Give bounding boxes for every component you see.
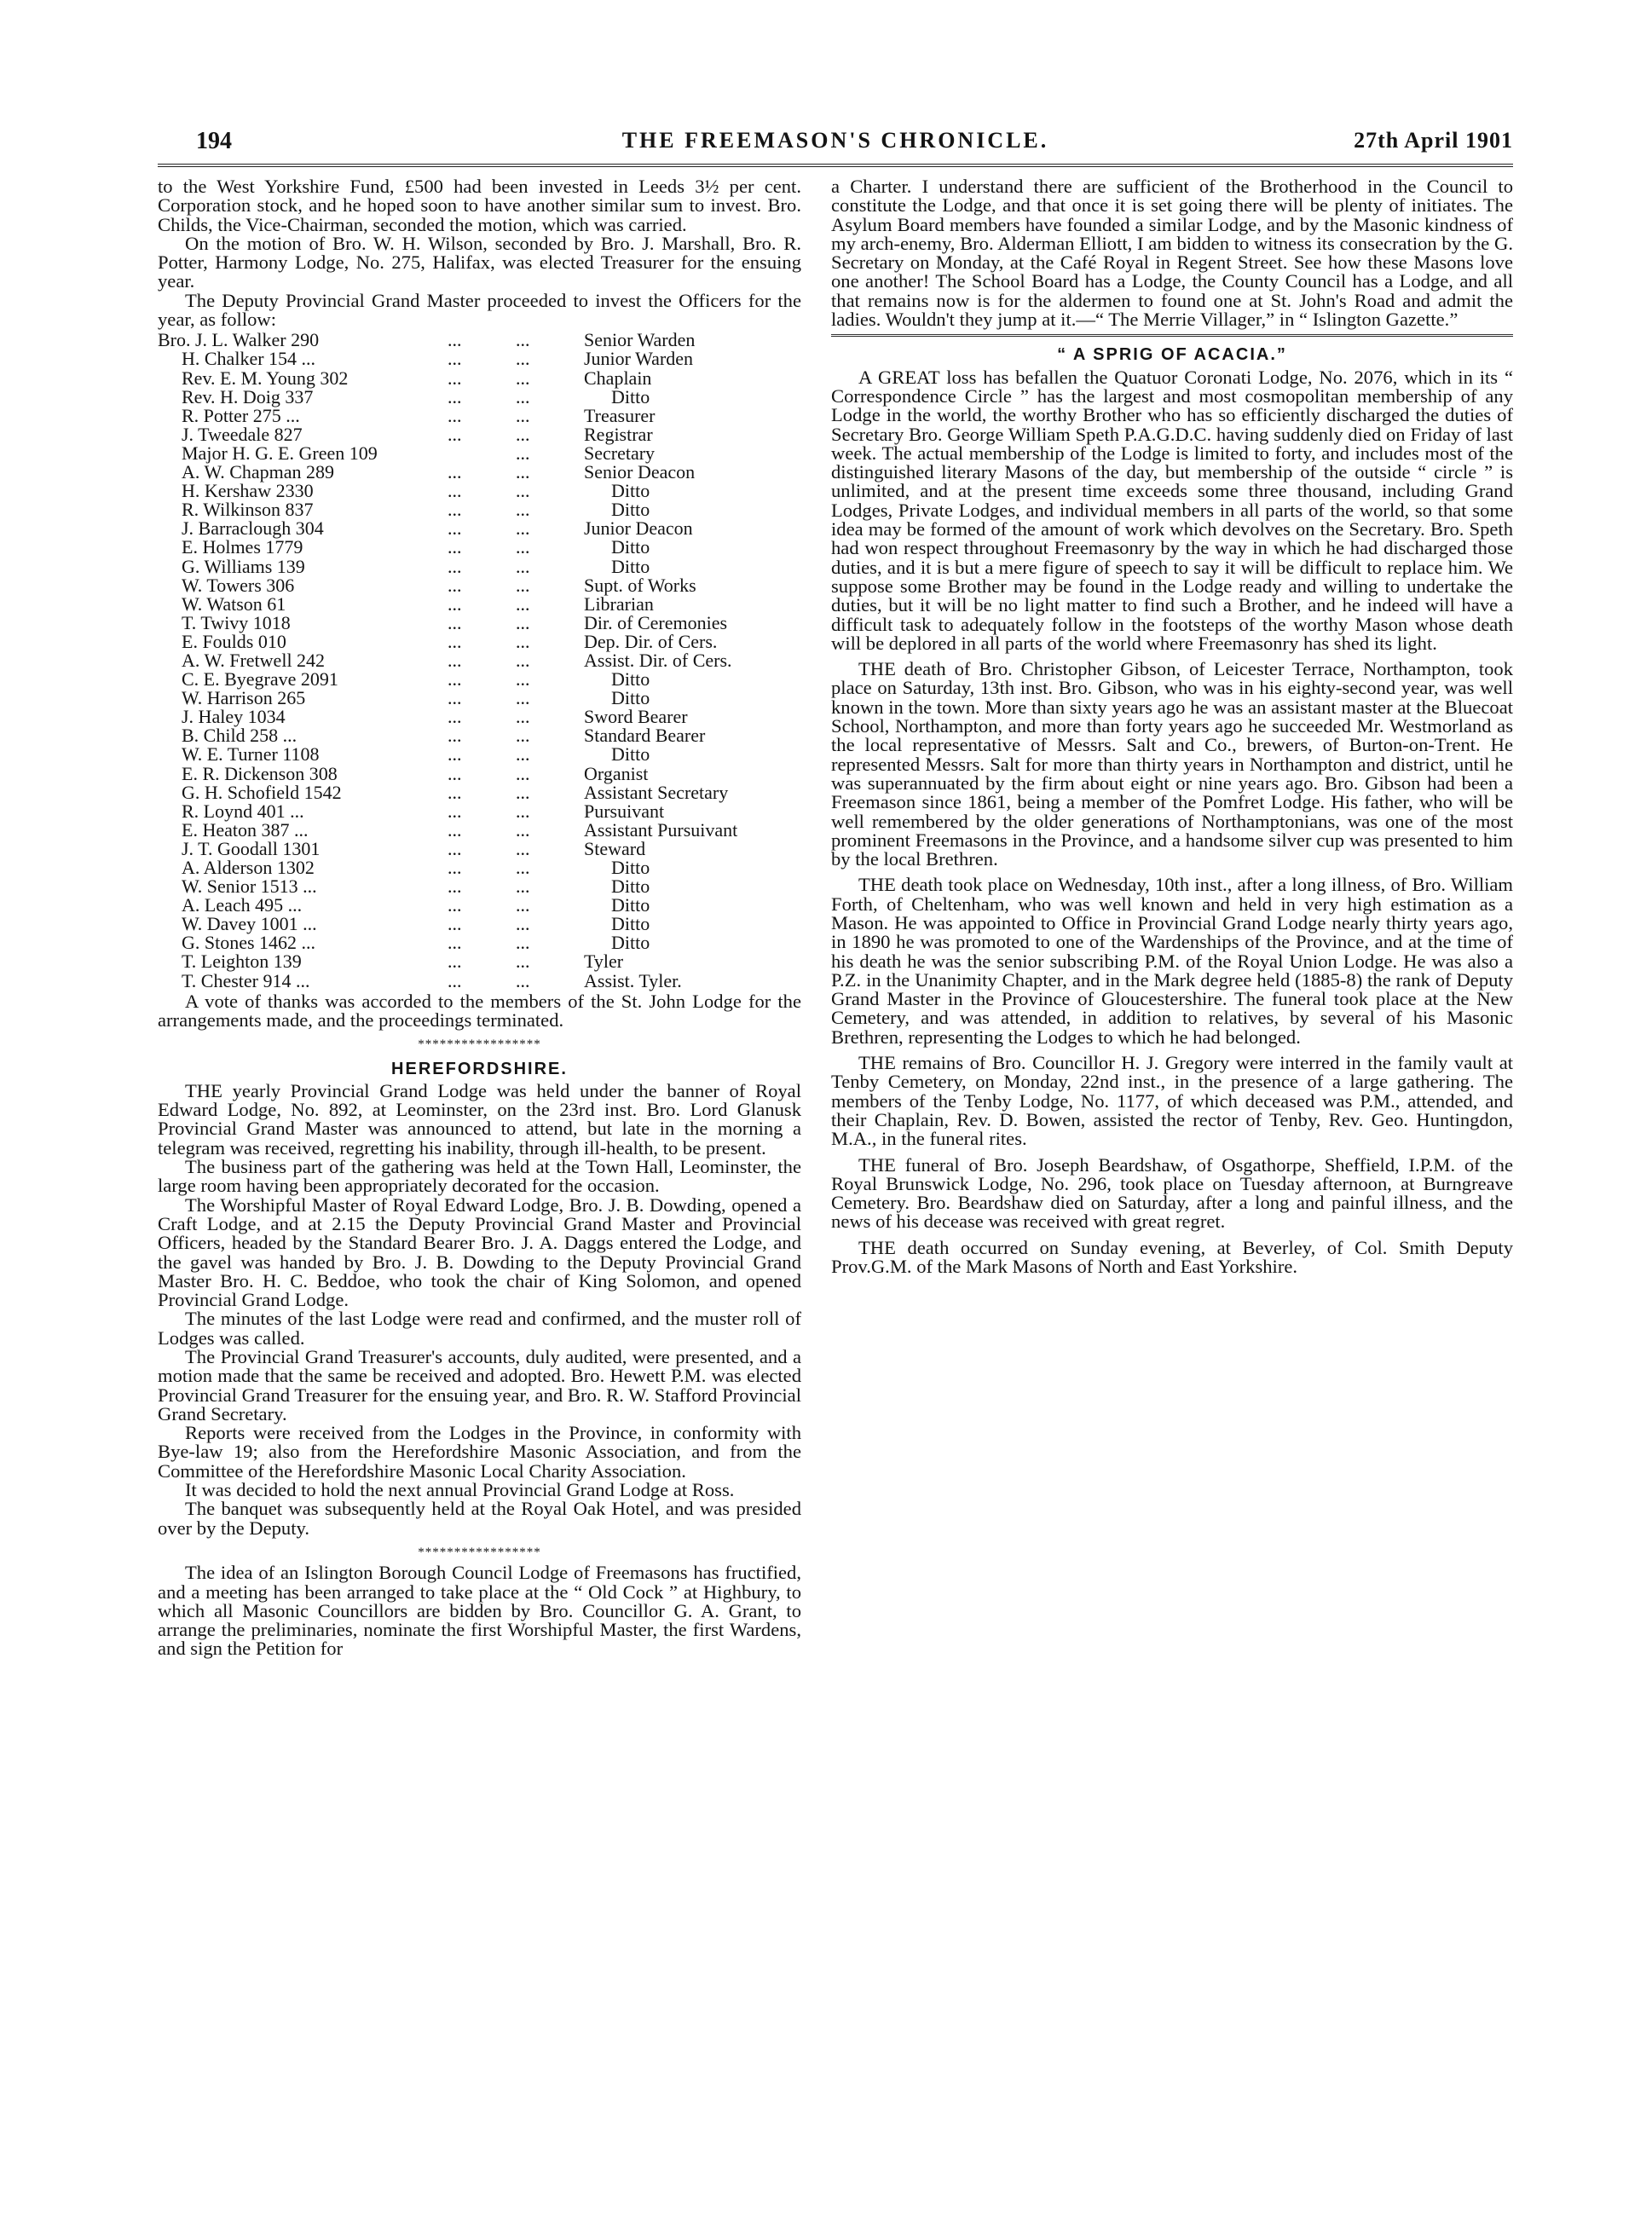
leader-dots: ...: [448, 329, 462, 351]
officer-name: E. Heaton 387 ...: [182, 818, 309, 841]
officer-office: Supt. of Works: [584, 574, 696, 596]
leader-dots: ...: [516, 555, 530, 577]
officer-office: Chaplain: [584, 367, 652, 389]
leader-dots: ...: [448, 348, 462, 370]
leader-dots: ...: [516, 574, 530, 596]
leader-dots: ...: [516, 536, 530, 558]
officer-row: [158, 858, 801, 877]
paragraph: On the motion of Bro. W. H. Wilson, seconded by Bro. J. Marshall, Bro. R. Potter, Harmony Lodge, No. 275, Halifax, was elected Treasurer for the ensuing year.: [158, 232, 801, 292]
paragraph: The idea of an Islington Borough Council Lodge of Freemasons has fructified, and a meeting has been arranged to take place at the “ Old Cock ” at Highbury, to which all Masonic Councillors are bidden by Bro. Councillor G. A. Grant, to arrange the preliminaries, nominate the first Worshipful Master, the first Wardens, and sign the Petition for: [158, 1562, 801, 1660]
officer-name: Bro. J. L. Walker 290: [158, 329, 320, 351]
officer-row: [158, 765, 801, 783]
leader-dots: ...: [516, 611, 530, 633]
paragraph: The minutes of the last Lodge were read and confirmed, and the muster roll of Lodges was called.: [158, 1308, 801, 1349]
officer-row: [158, 670, 801, 689]
leader-dots: ...: [448, 743, 462, 766]
officer-row: [158, 726, 801, 745]
officer-row: [158, 689, 801, 708]
leader-dots: ...: [448, 875, 462, 898]
leader-dots: ...: [516, 857, 530, 878]
leader-dots: ...: [516, 706, 530, 728]
officer-office: Standard Bearer: [584, 725, 706, 747]
officer-row: [158, 633, 801, 651]
officer-name: T. Twivy 1018: [182, 611, 291, 633]
officer-office: Steward: [584, 837, 646, 859]
leader-dots: ...: [516, 367, 530, 389]
officer-name: H. Kershaw 2330: [182, 480, 314, 502]
officer-office: Assist. Dir. of Cers.: [584, 649, 732, 671]
paragraph: The business part of the gathering was held at the Town Hall, Leominster, the large room having been appropriately decorated for the occasion.: [158, 1156, 801, 1197]
leader-dots: ...: [516, 404, 530, 426]
paragraph: THE death of Bro. Christopher Gibson, of Leicester Terrace, Northampton, took place on Saturday, 13th inst. Bro. Gibson, who was in his eighty-second year, was well known in the town. More than sixty years ago he was an assistant master at the Bluecoat School, Northampton, and more than forty years ago he succeeded Mr. Westmorland as the local representative of Messrs. Salt and Co., brewers, of Burton-on-Trent. He represented Messrs. Salt for more than thirty years in Northampton and district, until he was superannuated by the firm about eight or nine years ago. Bro. Gibson had been a Freemason since 1861, being a member of the Pomfret Lodge. His father, who will be well remembered by the older generations of Northamptonians, was one of the most prominent Freemasons in the Province, and a handsome silver cup was presented to him by the local Brethren.: [831, 658, 1513, 870]
leader-dots: ...: [516, 725, 530, 747]
officer-office: Treasurer: [584, 404, 656, 426]
officer-name: J. Barraclough 304: [182, 517, 324, 540]
leader-dots: ...: [516, 423, 530, 445]
paragraph: Reports were received from the Lodges in the Province, in conformity with Bye-law 19; also from the Herefordshire Masonic Association, and from the Committee of the Herefordshire Masonic Local Charity Association.: [158, 1422, 801, 1482]
officer-name: C. E. Byegrave 2091: [182, 668, 338, 691]
officer-name: A. W. Fretwell 242: [182, 649, 326, 671]
leader-dots: ...: [516, 442, 530, 464]
officer-row: [158, 388, 801, 407]
leader-dots: ...: [448, 592, 462, 615]
officer-office: Ditto: [611, 687, 650, 709]
officer-office: Ditto: [611, 499, 650, 521]
officer-office: Librarian: [584, 592, 654, 615]
section-rule: [831, 334, 1513, 337]
leader-dots: ...: [516, 592, 530, 615]
officer-office: Assistant Pursuivant: [584, 818, 738, 841]
leader-dots: ...: [448, 800, 462, 822]
officer-name: E. R. Dickenson 308: [182, 762, 338, 784]
section-heading-sprig-of-acacia: “ A SPRIG OF ACACIA.”: [1057, 345, 1287, 365]
leader-dots: ...: [516, 385, 530, 407]
paragraph: A GREAT loss has befallen the Quatuor Coronati Lodge, No. 2076, which in its “ Correspondence Circle ” has the largest and most cosmopolitan membership of any Lodge in the world, the worthy Brother who has so efficiently discharged the duties of Secretary Bro. George William Speth P.A.G.D.C. having suddenly died on Friday of last week. The actual membership of the Lodge is limited to forty, and includes most of the distinguished literary Masons of the day, but membership of the outside “ circle ” is unlimited, and at the present time exceeds some three thousand, including Grand Lodges, Private Lodges, and individual members in all parts of the world, so that some idea may be formed of the amount of work which devolves on the Secretary. Bro. Speth had won respect throughout Freemasonry by the way in which he had discharged those duties, and it is but a mere figure of speech to say it will be difficult to replace him. We suppose some Brother may be found in the Lodge ready and willing to undertake the duties, but it will be no light matter to find such a Brother, and he indeed will have a difficult task to adequately follow in the footsteps of the worthy Mason whose death will be deplored in all parts of the world where Freemasonry has shed its light.: [831, 366, 1513, 654]
officer-row: [158, 877, 801, 896]
officer-row: [158, 500, 801, 519]
leader-dots: ...: [516, 781, 530, 803]
officer-office: Assistant Secretary: [584, 781, 729, 803]
paragraph: A vote of thanks was accorded to the members of the St. John Lodge for the arrangements made, and the proceedings terminated.: [158, 990, 801, 1031]
leader-dots: ...: [448, 781, 462, 803]
officer-office: Secretary: [584, 442, 656, 464]
leader-dots: ...: [516, 894, 530, 916]
officer-office: Dep. Dir. of Cers.: [584, 630, 718, 652]
leader-dots: ...: [516, 649, 530, 671]
officer-office: Tyler: [584, 951, 624, 973]
leader-dots: ...: [516, 348, 530, 370]
leader-dots: ...: [448, 499, 462, 521]
leader-dots: ...: [448, 423, 462, 445]
officer-row: [158, 595, 801, 614]
paragraph: a Charter. I understand there are sufficient of the Brotherhood in the Council to constitute the Lodge, and that once it is set going there will be plenty of initiates. The Asylum Board members have founded a similar Lodge, and by the Masonic kindness of my arch-enemy, Bro. Alderman Elliott, I am bidden to witness its consecration by the G. Secretary on Monday, at the Café Royal in Regent Street. See how these Masons love one another! The School Board has a Lodge, the County Council has a Lodge, and all that remains now is for the aldermen to found one at St. John's Road and admit the ladies. Wouldn't they jump at it.—“ The Merrie Villager,” in “ Islington Gazette.”: [831, 176, 1513, 331]
officer-office: Ditto: [611, 536, 650, 558]
leader-dots: ...: [448, 668, 462, 691]
officer-row: [158, 840, 801, 858]
officer-name: T. Leighton 139: [182, 951, 302, 973]
officer-office: Ditto: [611, 857, 650, 878]
masthead-title: THE FREEMASON'S CHRONICLE.: [621, 128, 1049, 153]
officer-row: [158, 519, 801, 538]
leader-dots: ...: [448, 913, 462, 935]
leader-dots: ...: [448, 574, 462, 596]
officer-name: A. W. Chapman 289: [182, 461, 335, 483]
officer-name: G. H. Schofield 1542: [182, 781, 342, 803]
officer-row: [158, 651, 801, 670]
officer-name: A. Leach 495 ...: [182, 894, 303, 916]
issue-date: 27th April 1901: [1354, 128, 1513, 153]
officer-row: [158, 821, 801, 840]
officer-row: [158, 350, 801, 368]
leader-dots: ...: [516, 480, 530, 502]
officer-name: Rev. E. M. Young 302: [182, 367, 349, 389]
left-column: [158, 177, 801, 1659]
officer-name: E. Holmes 1779: [182, 536, 303, 558]
leader-dots: ...: [448, 687, 462, 709]
officer-row: [158, 558, 801, 576]
paragraph: THE yearly Provincial Grand Lodge was held under the banner of Royal Edward Lodge, No. 892, at Leominster, on the 23rd inst. Bro. Lord Glanusk Provincial Grand Master was announced to attend, but late in the morning a telegram was received, regretting his inability, through ill-health, to be present.: [158, 1079, 801, 1159]
officer-office: Senior Deacon: [584, 461, 696, 483]
officer-row: [158, 463, 801, 482]
officer-row: [158, 896, 801, 915]
leader-dots: ...: [516, 461, 530, 483]
leader-dots: ...: [516, 875, 530, 898]
leader-dots: ...: [448, 969, 462, 991]
officer-row: [158, 915, 801, 933]
officer-row: [158, 614, 801, 633]
officers-table: [158, 331, 801, 990]
officer-name: A. Alderson 1302: [182, 857, 315, 878]
officer-office: Ditto: [611, 480, 650, 502]
officer-office: Dir. of Ceremonies: [584, 611, 728, 633]
officer-name: W. Senior 1513 ...: [182, 875, 317, 898]
leader-dots: ...: [516, 969, 530, 991]
leader-dots: ...: [448, 536, 462, 558]
paragraph: The Deputy Provincial Grand Master proceeded to invest the Officers for the year, as follow:: [158, 289, 801, 331]
leader-dots: ...: [516, 913, 530, 935]
leader-dots: ...: [448, 630, 462, 652]
leader-dots: ...: [448, 932, 462, 954]
leader-dots: ...: [448, 461, 462, 483]
officer-name: B. Child 258 ...: [182, 725, 297, 747]
officer-name: H. Chalker 154 ...: [182, 348, 316, 370]
officer-name: R. Potter 275 ...: [182, 404, 300, 426]
officer-row: [158, 783, 801, 802]
leader-dots: ...: [516, 818, 530, 841]
leader-dots: ...: [516, 687, 530, 709]
officer-name: G. Stones 1462 ...: [182, 932, 316, 954]
officer-office: Junior Warden: [584, 348, 693, 370]
right-column: [831, 177, 1513, 1276]
leader-dots: ...: [448, 404, 462, 426]
officer-name: W. Davey 1001 ...: [182, 913, 317, 935]
officer-row: [158, 444, 801, 463]
officer-row: [158, 745, 801, 764]
paragraph: The banquet was subsequently held at the Royal Oak Hotel, and was presided over by the Deputy.: [158, 1498, 801, 1539]
officer-row: [158, 331, 801, 350]
officer-name: W. E. Turner 1108: [182, 743, 320, 766]
officer-row: [158, 407, 801, 425]
leader-dots: ...: [516, 499, 530, 521]
officer-row: [158, 952, 801, 971]
leader-dots: ...: [448, 517, 462, 540]
officer-row: [158, 576, 801, 595]
officer-office: Ditto: [611, 555, 650, 577]
officer-row: [158, 369, 801, 388]
leader-dots: ...: [516, 743, 530, 766]
officer-office: Ditto: [611, 743, 650, 766]
page-number: 194: [196, 128, 232, 154]
paragraph: THE remains of Bro. Councillor H. J. Gregory were interred in the family vault at Tenby Cemetery, on Monday, 22nd inst., in the presence of a large gathering. The members of the Tenby Lodge, No. 1177, of which deceased was P.M., attended, and their Chaplain, Rev. D. Bowen, assisted the rector of Tenby, Rev. Geo. Huntingdon, M.A., in the funeral rites.: [831, 1052, 1513, 1150]
leader-dots: ...: [448, 555, 462, 577]
officer-name: G. Williams 139: [182, 555, 305, 577]
officer-office: Senior Warden: [584, 329, 696, 351]
leader-dots: ...: [448, 857, 462, 878]
leader-dots: ...: [448, 611, 462, 633]
officer-row: [158, 708, 801, 726]
section-heading-herefordshire: HEREFORDSHIRE.: [391, 1059, 568, 1078]
officer-row: [158, 933, 801, 952]
officer-name: W. Harrison 265: [182, 687, 306, 709]
officer-office: Organist: [584, 762, 649, 784]
section-divider-stars: *****************: [418, 1037, 541, 1052]
leader-dots: ...: [448, 367, 462, 389]
officer-row: [158, 425, 801, 444]
leader-dots: ...: [516, 932, 530, 954]
leader-dots: ...: [516, 517, 530, 540]
paragraph: THE funeral of Bro. Joseph Beardshaw, of Osgathorpe, Sheffield, I.P.M. of the Royal Brunswick Lodge, No. 296, took place on Tuesday afternoon, at Burngreave Cemetery. Bro. Beardshaw died on Saturday, after a long and painful illness, and the news of his decease was received with great regret.: [831, 1153, 1513, 1233]
officer-row: [158, 482, 801, 500]
officer-name: Rev. H. Doig 337: [182, 385, 314, 407]
paragraph: to the West Yorkshire Fund, £500 had been invested in Leeds 3½ per cent. Corporation stock, and he hoped soon to have another similar sum to invest. Bro. Childs, the Vice-Chairman, seconded the motion, which was carried.: [158, 176, 801, 235]
leader-dots: ...: [516, 951, 530, 973]
officer-row: [158, 538, 801, 557]
officer-name: W. Watson 61: [182, 592, 286, 615]
leader-dots: ...: [448, 818, 462, 841]
paragraph: It was decided to hold the next annual Provincial Grand Lodge at Ross.: [185, 1479, 735, 1501]
officer-name: E. Foulds 010: [182, 630, 286, 652]
officer-office: Ditto: [611, 932, 650, 954]
officer-office: Ditto: [611, 913, 650, 935]
officer-office: Pursuivant: [584, 800, 665, 822]
officer-name: J. T. Goodall 1301: [182, 837, 321, 859]
officer-name: J. Tweedale 827: [182, 423, 303, 445]
leader-dots: ...: [448, 837, 462, 859]
paragraph: The Worshipful Master of Royal Edward Lodge, Bro. J. B. Dowding, opened a Craft Lodge, and at 2.15 the Deputy Provincial Grand Master and Provincial Officers, headed by the Standard Bearer Bro. J. A. Daggs entered the Lodge, and the gavel was handed by Bro. J. B. Dowding to the Deputy Provincial Grand Master Bro. H. C. Beddoe, who took the chair of King Solomon, and opened Provincial Grand Lodge.: [158, 1193, 801, 1311]
officer-office: Ditto: [611, 875, 650, 898]
leader-dots: ...: [448, 725, 462, 747]
officer-office: Assist. Tyler.: [584, 969, 682, 991]
leader-dots: ...: [516, 668, 530, 691]
officer-name: T. Chester 914 ...: [182, 969, 310, 991]
officer-name: Major H. G. E. Green 109: [182, 442, 378, 464]
leader-dots: ...: [448, 385, 462, 407]
officer-office: Ditto: [611, 668, 650, 691]
section-divider-stars: *****************: [418, 1545, 541, 1559]
officer-name: W. Towers 306: [182, 574, 295, 596]
officer-name: J. Haley 1034: [182, 706, 286, 728]
officer-name: R. Loynd 401 ...: [182, 800, 304, 822]
leader-dots: ...: [448, 480, 462, 502]
officer-office: Junior Deacon: [584, 517, 693, 540]
officer-name: R. Wilkinson 837: [182, 499, 314, 521]
leader-dots: ...: [516, 800, 530, 822]
officer-office: Sword Bearer: [584, 706, 688, 728]
officer-row: [158, 802, 801, 821]
officer-office: Ditto: [611, 385, 650, 407]
header-rule: [158, 164, 1513, 167]
leader-dots: ...: [516, 762, 530, 784]
page-header: [158, 128, 1513, 162]
leader-dots: ...: [448, 951, 462, 973]
paragraph: THE death occurred on Sunday evening, at Beverley, of Col. Smith Deputy Prov.G.M. of the Mark Masons of North and East Yorkshire.: [831, 1236, 1513, 1278]
leader-dots: ...: [448, 649, 462, 671]
officer-row: [158, 972, 801, 991]
officer-office: Registrar: [584, 423, 653, 445]
leader-dots: ...: [448, 762, 462, 784]
leader-dots: ...: [516, 329, 530, 351]
leader-dots: [448, 444, 516, 463]
leader-dots: ...: [448, 706, 462, 728]
paragraph: The Provincial Grand Treasurer's accounts, duly audited, were presented, and a motion made that the same be received and adopted. Bro. Hewett P.M. was elected Provincial Grand Treasurer for the ensuing year, and Bro. R. W. Stafford Provincial Grand Secretary.: [158, 1346, 801, 1424]
officer-office: Ditto: [611, 894, 650, 916]
leader-dots: ...: [448, 894, 462, 916]
leader-dots: ...: [516, 837, 530, 859]
leader-dots: ...: [516, 630, 530, 652]
paragraph: THE death took place on Wednesday, 10th inst., after a long illness, of Bro. William Forth, of Cheltenham, who was well known and held in very high estimation as a Mason. He was appointed to Office in Provincial Grand Lodge nearly thirty years ago, in 1890 he was promoted to one of the Wardenships of the Province, and at the time of his death he was the senior subscribing P.M. of the Royal Union Lodge. He was also a P.Z. in the Unanimity Chapter, and in the Mark degree held (1885-8) the rank of Deputy Grand Master in the Province of Gloucestershire. The funeral took place at the New Cemetery, and was attended, in addition to relatives, by several of his Masonic Brethren, representing the Lodges to which he had belonged.: [831, 874, 1513, 1048]
